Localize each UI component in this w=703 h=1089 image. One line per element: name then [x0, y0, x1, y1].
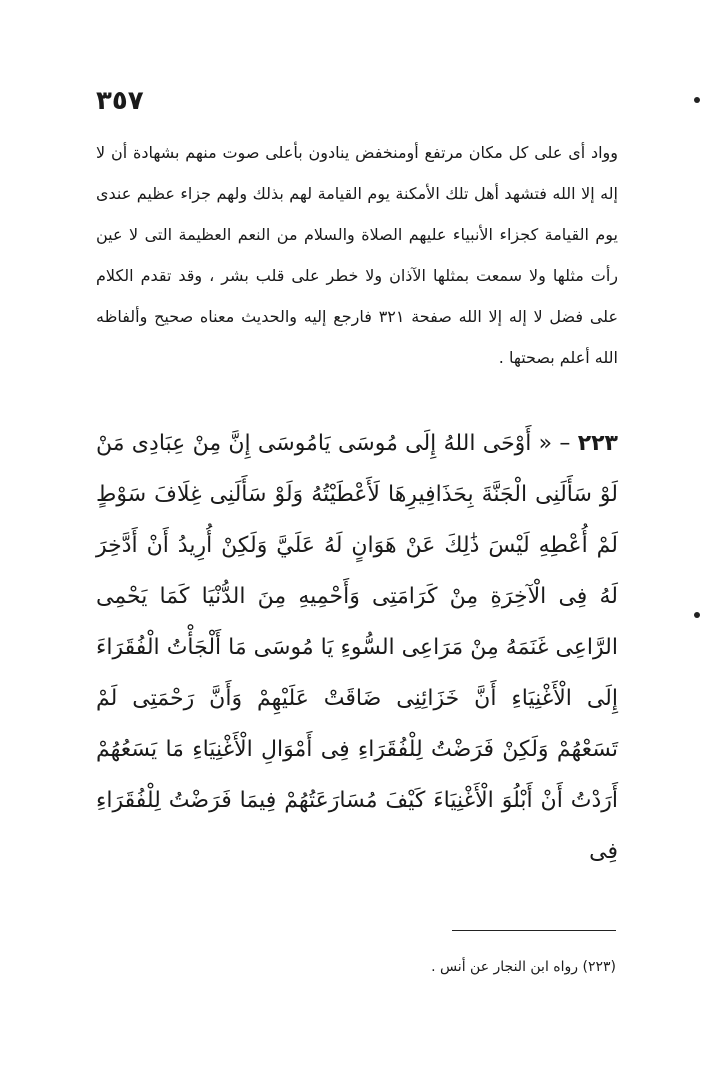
hadith-number: ٢٢٣ [577, 431, 618, 456]
margin-dot-mark [694, 97, 700, 103]
footnote-divider [452, 930, 616, 931]
commentary-paragraph: وواد أى على كل مكان مرتفع أومنخفض ينادون بأعلى صوت منهم بشهادة أن لا إله إلا الله فتشهد أهل تلك الأمكنة يوم القيامة لهم بذلك ولهم جزاء عظيم عندى يوم القيامة كجزاء الأنبياء عليهم الصلاة والسلام من النعم العظيمة التى لا عين رأت مثلها ولا سمعت بمثلها الآذان ولا خطر على قلب بشر ، وقد تقدم الكلام على فضل لا إله إلا الله صفحة ٣٢١ فارجع إليه والحديث معناه صحيح وألفاظه الله أعلم بصحتها . [96, 143, 619, 367]
page-number: ٣٥٧ [96, 86, 144, 116]
margin-dot-mark [694, 612, 700, 618]
hadith-block [96, 418, 618, 877]
footnote: (٢٢٣) رواه ابن النجار عن أنس . [431, 959, 616, 975]
hadith-text: – « أَوْحَى اللهُ إِلَى مُوسَى يَامُوسَى إِنَّ مِنْ عِبَادِى مَنْ لَوْ سَأَلَنِى الْجَنَّةَ بِحَذَافِيرِهَا لَأَعْطَيْتُهُ وَلَوْ سَأَلَنِى غِلَافَ سَوْطٍ لَمْ أُعْطِهِ لَيْسَ ذَٰلِكَ عَنْ هَوَانٍ لَهُ عَلَيَّ وَلَكِنْ أُرِيدُ أَنْ أَدَّخِرَ لَهُ فِى الْآخِرَةِ مِنْ كَرَامَتِى وَأَحْمِيهِ مِنَ الدُّنْيَا كَمَا يَحْمِى الرَّاعِى غَنَمَهُ مِنْ مَرَاعِى السُّوءِ يَا مُوسَى مَا أَلْجَأْتُ الْفُقَرَاءَ إِلَى الْأَغْنِيَاءِ أَنَّ خَزَائِنِى ضَاقَتْ عَلَيْهِمْ وَأَنَّ رَحْمَتِى لَمْ تَسَعْهُمْ وَلَكِنْ فَرَضْتُ لِلْفُقَرَاءِ فِى أَمْوَالِ الْأَغْنِيَاءِ مَا يَسَعُهُمْ أَرَدْتُ أَنْ أَبْلُوَ الْأَغْنِيَاءَ كَيْفَ مُسَارَعَتُهُمْ فِيمَا فَرَضْتُ لِلْفُقَرَاءِ فِى [96, 431, 618, 864]
